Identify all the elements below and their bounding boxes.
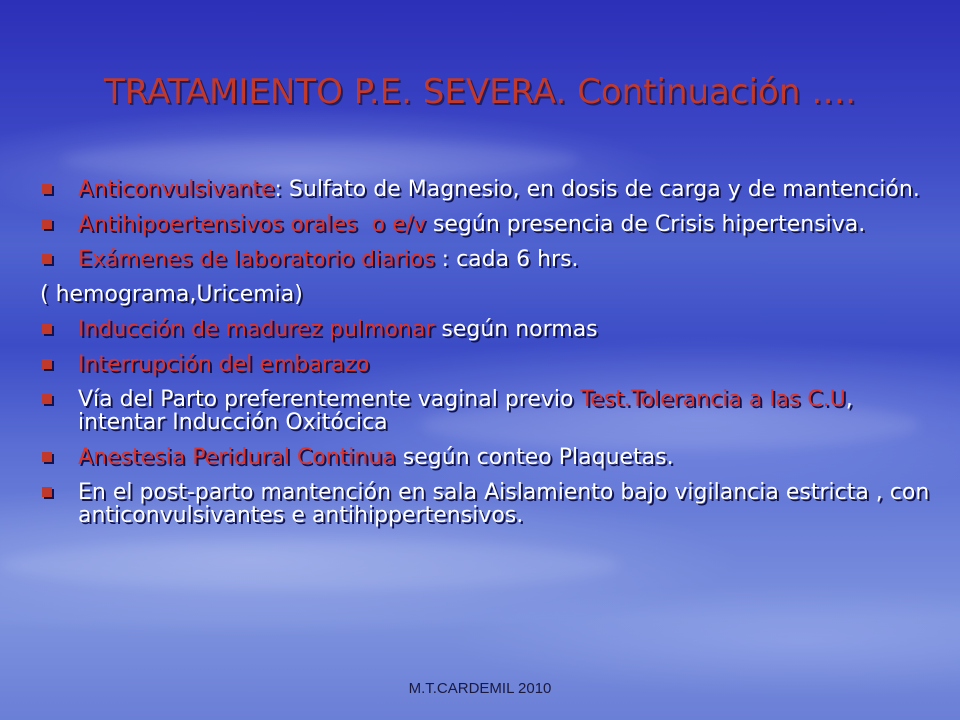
list-item	[40, 213, 940, 236]
bullet-square-icon	[42, 254, 52, 264]
bullet-square-icon	[42, 487, 52, 497]
highlight-text: Interrupción del embarazo	[78, 352, 370, 377]
bullet-square-icon	[42, 359, 52, 369]
list-item	[40, 318, 940, 341]
plain-line: ( hemograma,Uricemia)	[40, 282, 303, 307]
list-item	[40, 178, 940, 201]
bullet-square-icon	[42, 184, 52, 194]
item-text: En el post-parto mantención en sala Aislamiento bajo vigilancia estricta , con anticonvulsivantes e antihippertensivos.	[78, 480, 930, 528]
highlight-text: Inducción de madurez pulmonar	[78, 317, 435, 342]
bullet-square-icon	[42, 324, 52, 334]
list-item	[40, 388, 940, 434]
item-text: : Sulfato de Magnesio, en dosis de carga y de mantención.	[274, 177, 920, 202]
highlight-text: Antihipoertensivos orales o e/v	[78, 212, 426, 237]
highlight-text: Exámenes de laboratorio diarios	[78, 247, 435, 272]
item-text: : cada 6 hrs.	[434, 247, 579, 272]
list-item	[40, 353, 940, 376]
list-item	[40, 481, 940, 527]
list-item	[40, 248, 940, 271]
cloud-streak	[0, 540, 620, 590]
highlight-text: Anestesia Peridural Continua	[78, 445, 396, 470]
item-text: , intentar Inducción Oxitócica	[78, 387, 853, 435]
item-text: según conteo Plaquetas.	[395, 445, 674, 470]
footer-credit: M.T.CARDEMIL 2010	[408, 680, 552, 697]
bullet-square-icon	[42, 219, 52, 229]
highlight-text: Anticonvulsivante	[78, 177, 275, 202]
slide-title: TRATAMIENTO P.E. SEVERA. Continuación ….	[104, 72, 856, 112]
highlight-text: Test.Tolerancia a las C.U	[580, 387, 846, 412]
item-text: según presencia de Crisis hipertensiva.	[425, 212, 866, 237]
item-text: Vía del Parto preferentemente vaginal previo	[78, 387, 581, 412]
bullet-square-icon	[42, 452, 52, 462]
item-text: según normas	[434, 317, 598, 342]
list-item	[40, 446, 940, 469]
bullet-list	[40, 178, 940, 539]
cloud-streak	[60, 140, 580, 180]
bullet-square-icon	[42, 394, 52, 404]
